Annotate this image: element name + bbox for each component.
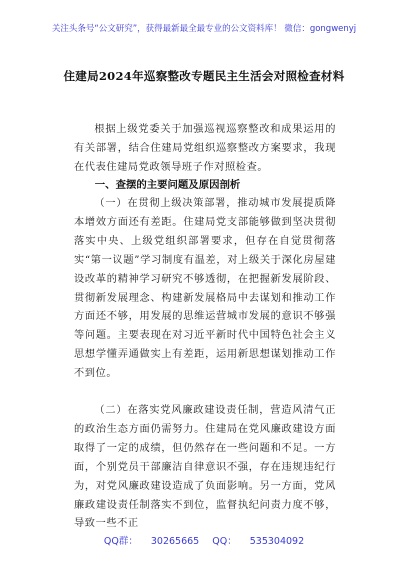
footer-qq-group: QQ群： 30265665 — [103, 536, 200, 547]
paragraph-two: （二）在落实党风廉政建设责任制，营造风清气正的政治生态方面仍需努力。住建局在党风廉政建设方面取得了一定的成绩，但仍然存在一些问题和不足。一方面，个别党员干部廉洁自律意识不强，存在违规违纪行为，对党风廉政建设造成了负面影响。另一方面，党风廉政建设责任制落实不到位，监督执纪问责力度不够，导致一些不正 — [74, 405, 336, 530]
footer-contact — [0, 533, 408, 547]
intro-paragraph: 根据上级党委关于加强巡视巡察整改和成果运用的有关部署，结合住建局党组织巡察整改方案要求，我现在代表住建局党政领导班子作对照检查。 — [74, 124, 336, 173]
section-heading: 一、查摆的主要问题及原因剖析 — [94, 179, 241, 191]
paragraph-one: （一）在贯彻上级决策部署，推动城市发展提质降本增效方面还有差距。住建局党支部能够做到坚决贯彻落实中央、上级党组织部署要求，但存在自觉贯彻落实“第一议题”学习制度有温差，对上级关于深化房屋建设改革的精神学习研究不够透彻，在把握新发展阶段、贯彻新发展理念、构建新发展格局中去谋划和推动工作方面还不够，用发展的思维运营城市发展的意识不够强等问题。主要表现在对习近平新时代中国特色社会主义思想学懂弄通做实上有差距，运用新思想谋划推动工作不到位。 — [74, 198, 336, 380]
header-banner: 关注头条号“公文研究”，获得最新最全最专业的公文资料库！ 微信：gongwenyj — [51, 24, 357, 34]
document-title: 住建局2024年巡察整改专题民主生活会对照检查材料 — [63, 69, 345, 83]
footer-qq-number: QQ： 535304092 — [212, 536, 305, 547]
